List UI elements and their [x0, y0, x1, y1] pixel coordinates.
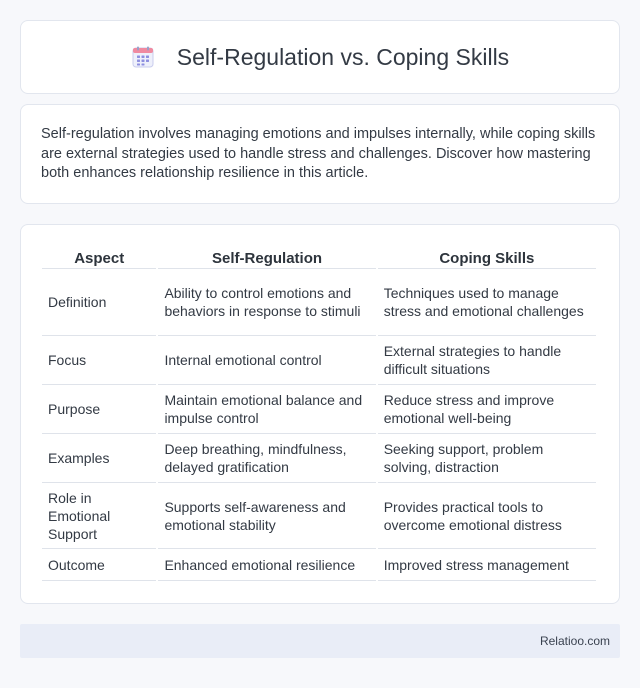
column-header-aspect: Aspect	[42, 241, 156, 269]
cell-coping-skills: Reduce stress and improve emotional well-being	[378, 385, 596, 434]
table-header-row	[42, 241, 596, 269]
column-header-self-regulation: Self-Regulation	[158, 241, 375, 269]
title-card	[20, 20, 620, 94]
cell-self-regulation: Enhanced emotional resilience	[158, 549, 375, 581]
cell-self-regulation: Supports self-awareness and emotional stability	[158, 483, 375, 549]
table-row	[42, 483, 596, 549]
footer	[20, 624, 620, 658]
comparison-table	[40, 241, 598, 581]
page-title: Self-Regulation vs. Coping Skills	[176, 43, 510, 70]
cell-aspect: Examples	[42, 434, 156, 483]
intro-card	[20, 104, 620, 204]
cell-coping-skills: Seeking support, problem solving, distraction	[378, 434, 596, 483]
cell-coping-skills: Provides practical tools to overcome emotional distress	[378, 483, 596, 549]
table-row	[42, 434, 596, 483]
cell-self-regulation: Deep breathing, mindfulness, delayed gratification	[158, 434, 375, 483]
table-row	[42, 385, 596, 434]
cell-aspect: Focus	[42, 336, 156, 385]
column-header-coping-skills: Coping Skills	[378, 241, 596, 269]
intro-paragraph: Self-regulation involves managing emotions and impulses internally, while coping skills are external strategies used to handle stress and challenges. Discover how mastering both enhances relationship resilience in this article.	[41, 126, 596, 181]
cell-aspect: Outcome	[42, 549, 156, 581]
cell-coping-skills: Improved stress management	[378, 549, 596, 581]
cell-self-regulation: Maintain emotional balance and impulse control	[158, 385, 375, 434]
cell-self-regulation: Ability to control emotions and behaviors in response to stimuli	[158, 269, 375, 336]
table-row	[42, 336, 596, 385]
cell-aspect: Role in Emotional Support	[42, 483, 156, 549]
calendar-icon	[131, 45, 155, 69]
cell-coping-skills: External strategies to handle difficult situations	[378, 336, 596, 385]
cell-aspect: Purpose	[42, 385, 156, 434]
cell-aspect: Definition	[42, 269, 156, 336]
footer-site-link[interactable]: Relatioo.com	[539, 634, 610, 648]
comparison-card	[20, 224, 620, 604]
cell-coping-skills: Techniques used to manage stress and emotional challenges	[378, 269, 596, 336]
table-row	[42, 269, 596, 336]
table-row	[42, 549, 596, 581]
cell-self-regulation: Internal emotional control	[158, 336, 375, 385]
title-wrap	[131, 44, 509, 71]
